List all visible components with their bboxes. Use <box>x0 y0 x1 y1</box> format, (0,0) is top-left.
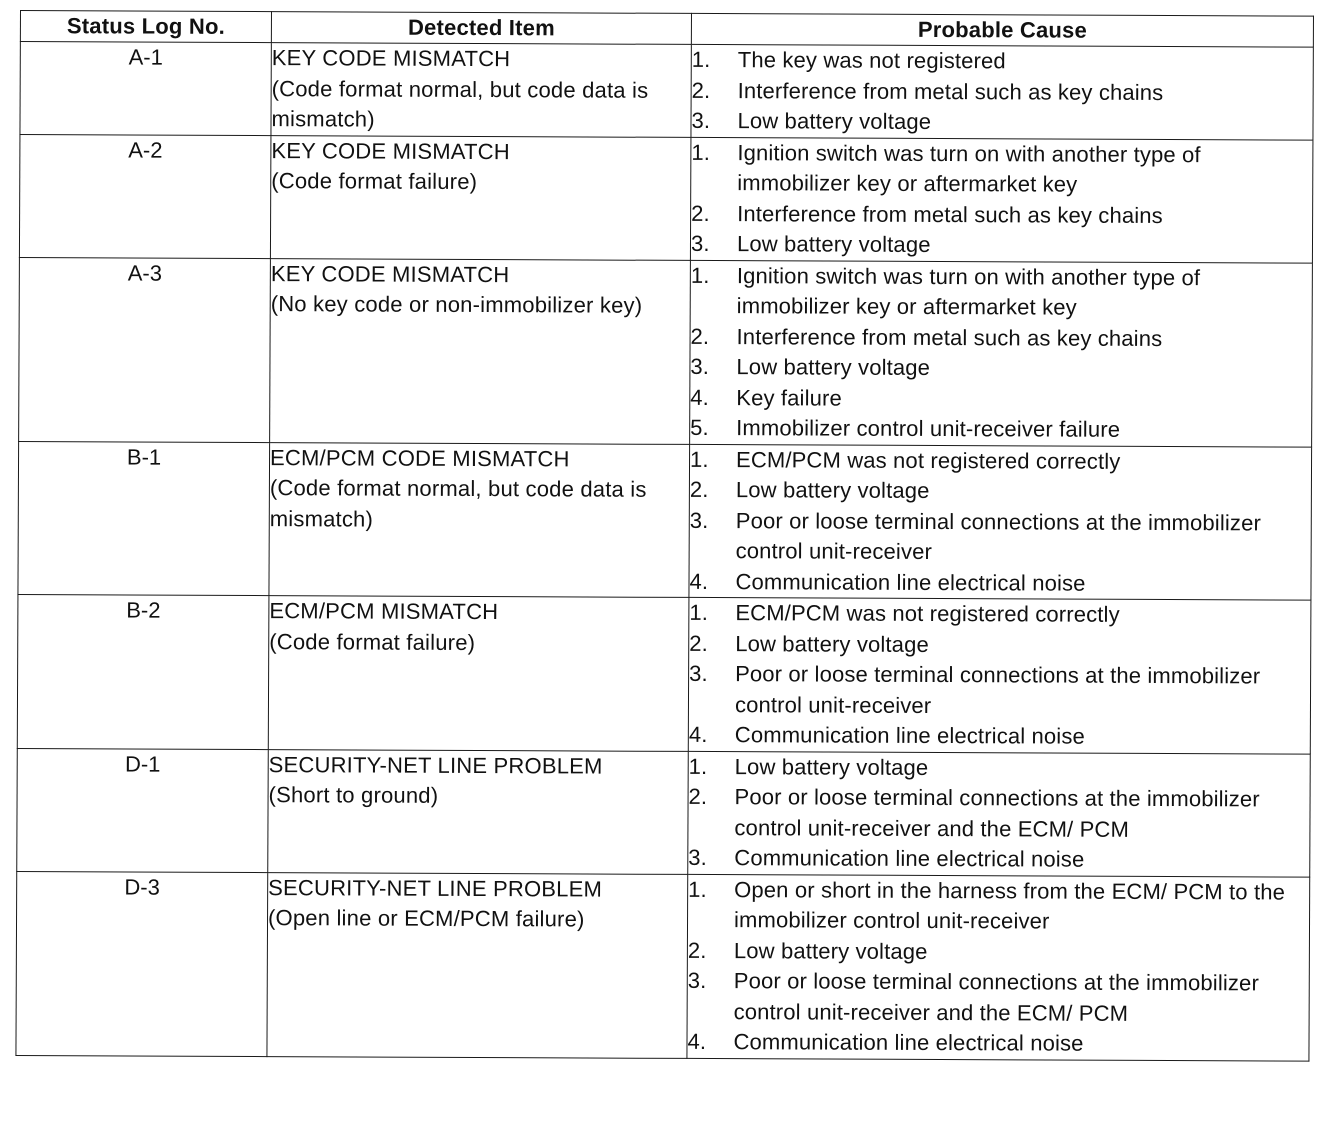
cause-number: 3. <box>691 107 711 134</box>
cause-number: 3. <box>687 967 707 994</box>
cause-item <box>690 352 1311 385</box>
cause-text: Low battery voltage <box>735 477 930 503</box>
probable-cause-cell <box>691 44 1313 139</box>
cause-number: 2. <box>690 323 710 349</box>
detected-item-cell <box>270 135 691 260</box>
detected-item-cell <box>268 596 689 751</box>
status-log-cell: A-3 <box>19 257 271 442</box>
status-log-cell: A-2 <box>19 134 271 258</box>
table-row-d-3 <box>16 871 1310 1061</box>
detected-item-cell <box>268 749 689 874</box>
status-log-cell: B-1 <box>18 441 270 596</box>
cause-number: 1. <box>690 262 710 288</box>
header-status-log: Status Log No. <box>20 11 271 43</box>
status-log-cell: D-3 <box>16 871 268 1056</box>
status-log-cell: B-2 <box>17 594 269 749</box>
cause-item <box>691 229 1312 262</box>
cause-number: 1. <box>691 46 711 73</box>
cause-text: Poor or loose terminal connections at the immobilizer control unit-receiver <box>735 507 1262 564</box>
cause-text: Communication line electrical noise <box>735 568 1086 596</box>
detected-item-cell <box>271 43 691 137</box>
cause-text: Low battery voltage <box>736 231 931 257</box>
detected-item-title: KEY CODE MISMATCH <box>270 260 510 287</box>
cause-item <box>690 505 1311 569</box>
cause-text: The key was not registered <box>737 47 1006 74</box>
detected-item-title: ECM/PCM MISMATCH <box>269 598 499 625</box>
probable-cause-cell <box>690 260 1313 447</box>
detected-item-detail: (Code format failure) <box>269 628 476 655</box>
detected-item-detail: (Code format normal, but code data is mismatch) <box>269 475 647 532</box>
cause-number: 3. <box>690 353 710 380</box>
status-log-cell: D-1 <box>17 748 269 872</box>
cause-item <box>691 137 1312 201</box>
cause-text: Interference from metal such as key chains <box>737 77 1164 105</box>
cause-text: Communication line electrical noise <box>733 1029 1084 1056</box>
status-log-cell: A-1 <box>20 42 271 136</box>
table-row-a-1 <box>20 42 1313 140</box>
table-row-a-3 <box>19 257 1313 447</box>
cause-text: Communication line electrical noise <box>734 722 1085 749</box>
cause-number: 1. <box>689 446 709 472</box>
cause-item <box>690 444 1311 477</box>
cause-text: Interference from metal such as key chains <box>737 200 1163 228</box>
cause-list <box>690 260 1312 446</box>
detected-item-detail: (Code format normal, but code data is mismatch) <box>271 75 649 132</box>
cause-item <box>688 874 1309 938</box>
cause-number: 1. <box>688 876 707 902</box>
cause-item <box>690 413 1311 446</box>
cause-number: 4. <box>689 568 709 594</box>
cause-text: Low battery voltage <box>737 108 932 134</box>
probable-cause-cell <box>690 137 1313 263</box>
probable-cause-cell <box>688 751 1311 877</box>
cause-number: 4. <box>687 1028 707 1055</box>
detected-item-detail: (Code format failure) <box>271 168 478 194</box>
detected-item-cell <box>269 442 690 597</box>
cause-text: ECM/PCM was not registered correctly <box>735 446 1121 474</box>
cause-item <box>688 843 1309 876</box>
cause-number: 5. <box>690 414 709 441</box>
detected-item-title: KEY CODE MISMATCH <box>271 137 510 164</box>
cause-item <box>688 782 1309 846</box>
cause-number: 1. <box>689 599 709 626</box>
cause-text: Low battery voltage <box>734 753 929 780</box>
detected-item-detail: (No key code or non-immobilizer key) <box>270 291 643 318</box>
cause-text: Ignition switch was turn on with another type of immobilizer key or aftermarket key <box>737 139 1201 197</box>
header-probable-cause: Probable Cause <box>691 13 1313 47</box>
header-detected-item: Detected Item <box>271 12 691 45</box>
probable-cause-cell <box>687 874 1310 1061</box>
detected-item-title: SECURITY-NET LINE PROBLEM <box>268 874 603 902</box>
cause-item <box>689 659 1310 723</box>
cause-text: Immobilizer control unit-receiver failure <box>736 415 1121 442</box>
cause-item <box>689 720 1310 753</box>
cause-list <box>687 874 1309 1060</box>
cause-number: 4. <box>688 721 708 748</box>
cause-number: 2. <box>691 200 710 226</box>
cause-item <box>692 45 1313 78</box>
cause-list <box>691 137 1313 262</box>
cause-text: Low battery voltage <box>735 630 929 657</box>
cause-text: Poor or loose terminal connections at the immobilizer control unit-receiver <box>734 661 1261 718</box>
cause-number: 2. <box>687 937 707 963</box>
detected-item-detail: (Open line or ECM/PCM failure) <box>267 905 585 932</box>
cause-item <box>691 321 1312 354</box>
cause-list <box>688 751 1310 876</box>
cause-number: 3. <box>690 230 710 257</box>
cause-text: Key failure <box>736 384 842 411</box>
cause-item <box>691 106 1312 139</box>
cause-text: Communication line electrical noise <box>734 845 1085 872</box>
cause-number: 3. <box>689 660 708 687</box>
table-row-b-1 <box>18 441 1312 600</box>
cause-text: Open or short in the harness from the ECM/ PCM to the immobilizer control unit-receiver <box>733 876 1286 934</box>
cause-number: 2. <box>691 77 711 103</box>
detected-item-cell <box>267 872 688 1058</box>
cause-number: 3. <box>689 507 709 533</box>
cause-item <box>689 628 1310 661</box>
cause-number: 2. <box>689 476 709 503</box>
cause-item <box>688 966 1309 1030</box>
cause-item <box>690 382 1311 415</box>
cause-list <box>689 444 1311 599</box>
detected-item-title: ECM/PCM CODE MISMATCH <box>269 444 570 471</box>
cause-item <box>689 566 1310 599</box>
cause-text: ECM/PCM was not registered correctly <box>735 600 1120 627</box>
status-log-table <box>15 10 1314 1061</box>
detected-item-title: SECURITY-NET LINE PROBLEM <box>268 751 603 779</box>
detected-item-detail: (Short to ground) <box>268 782 439 808</box>
cause-number: 2. <box>688 783 708 810</box>
cause-item <box>689 751 1310 784</box>
document-sheet <box>15 10 1313 1061</box>
cause-text: Low battery voltage <box>736 354 931 380</box>
cause-text: Low battery voltage <box>733 937 928 964</box>
cause-item <box>689 598 1310 631</box>
cause-number: 1. <box>691 139 711 165</box>
detected-item-cell <box>270 258 691 444</box>
cause-item <box>692 75 1313 108</box>
cause-item <box>688 935 1309 968</box>
probable-cause-cell <box>688 597 1311 753</box>
table-row-d-1 <box>17 748 1311 877</box>
table-row-b-2 <box>17 594 1311 753</box>
cause-text: Ignition switch was turn on with another type of immobilizer key or aftermarket key <box>736 262 1201 320</box>
cause-list <box>689 598 1311 753</box>
cause-item <box>691 198 1312 231</box>
cause-text: Poor or loose terminal connections at the immobilizer control unit-receiver and the ECM/ PCM <box>733 968 1260 1026</box>
cause-text: Poor or loose terminal connections at the immobilizer control unit-receiver and the ECM/ PCM <box>734 784 1260 842</box>
cause-number: 1. <box>688 753 708 779</box>
cause-list <box>691 45 1312 139</box>
probable-cause-cell <box>689 444 1312 600</box>
detected-item-title: KEY CODE MISMATCH <box>271 45 511 72</box>
table-body <box>16 42 1313 1061</box>
cause-item <box>687 1027 1308 1060</box>
cause-number: 4. <box>690 384 710 410</box>
cause-number: 2. <box>689 630 708 656</box>
cause-item <box>691 260 1312 324</box>
table-row-a-2 <box>19 134 1313 263</box>
cause-number: 3. <box>688 844 708 871</box>
cause-item <box>690 475 1311 508</box>
cause-text: Interference from metal such as key chains <box>736 323 1163 351</box>
